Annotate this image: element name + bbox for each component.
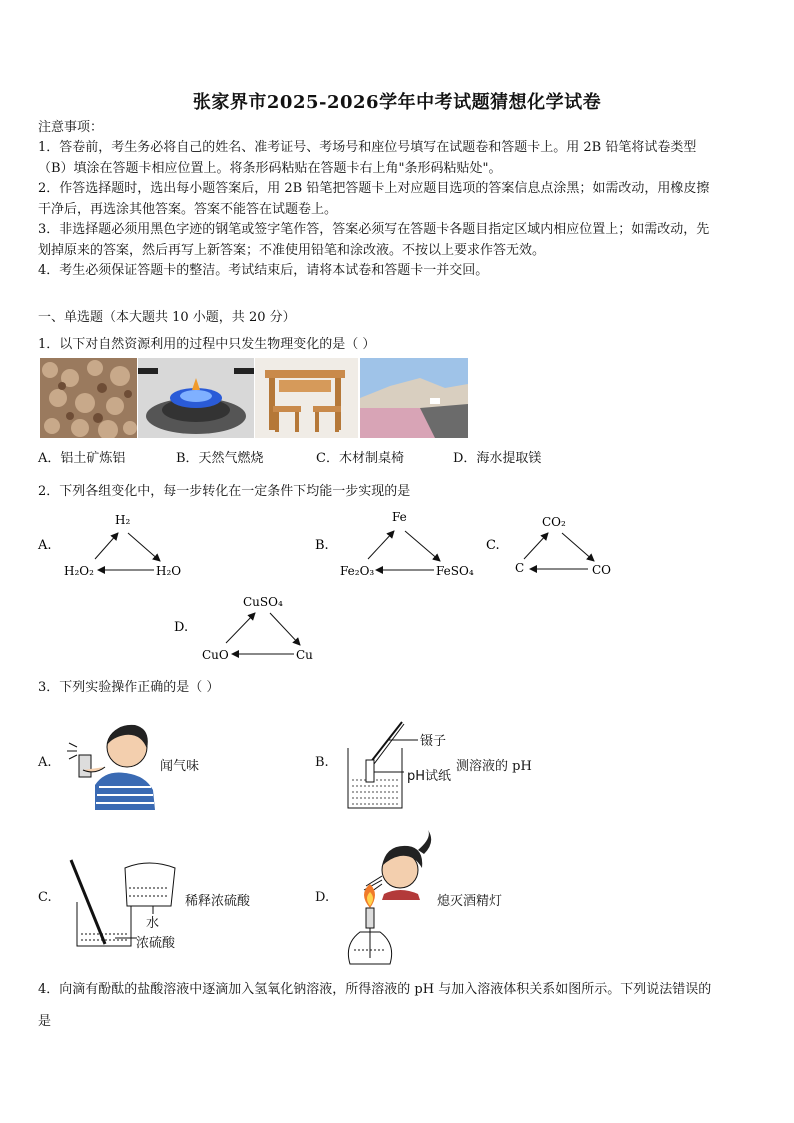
q3-stem: 3．下列实验操作正确的是（ ）	[38, 680, 220, 695]
q3c-caption: 稀释浓硫酸	[185, 894, 251, 909]
page-title: 张家界市2025-2026学年中考试题猜想化学试卷	[192, 92, 602, 113]
q3b-caption: 测溶液的 pH	[456, 759, 532, 774]
q2d-arrow	[270, 613, 300, 645]
q2b-top: Fe	[392, 510, 407, 524]
q2d-top: CuSO₄	[243, 595, 283, 609]
q3-option-b[interactable]: B.	[315, 755, 329, 770]
q2d-label: D.	[174, 620, 189, 635]
notice-line: 3．非选择题必须用黑色字迹的钢笔或签字笔作答，答案必须写在答题卡各题目指定区域内相应位置上；如需改动，先	[38, 222, 710, 237]
q1-option-a[interactable]: A．铝土矿炼铝	[38, 451, 126, 466]
q1-option-d[interactable]: D．海水提取镁	[453, 451, 542, 466]
q2a-left: H₂O₂	[64, 564, 94, 578]
q2a-right: H₂O	[156, 564, 182, 578]
q2b-arrow	[368, 531, 394, 559]
water-label: 水	[146, 916, 160, 931]
q3a-caption: 闻气味	[160, 759, 200, 774]
q3d-caption: 熄灭酒精灯	[437, 894, 503, 909]
q3-option-a[interactable]: A.	[38, 755, 52, 770]
notice-line: 2．作答选择题时，选出每小题答案后，用 2B 铅笔把答题卡上对应题目选项的答案信息点涂黑；如需改动，用橡皮擦	[38, 181, 710, 196]
gas-stove-image	[138, 358, 254, 438]
q2b-right: FeSO₄	[436, 564, 474, 578]
bauxite-image	[40, 358, 137, 438]
q3-option-c[interactable]: C.	[38, 890, 52, 905]
q2-diagrams	[30, 505, 630, 680]
q2d-right: Cu	[296, 648, 313, 662]
ph-paper-label: pH试纸	[407, 769, 452, 784]
q2a-arrow	[95, 533, 118, 559]
section-heading: 一、单选题（本大题共 10 小题，共 20 分）	[38, 310, 296, 325]
q2a-arrow	[128, 533, 160, 561]
q2a-label: A.	[38, 538, 52, 553]
q2a-top: H₂	[115, 513, 131, 527]
blow-out-lamp-figure	[340, 828, 435, 968]
q3-option-d[interactable]: D.	[315, 890, 330, 905]
q2c-arrow	[562, 533, 594, 561]
smell-figure	[65, 715, 160, 810]
q4-stem-line1: 4．向滴有酚酞的盐酸溶液中逐滴加入氢氧化钠溶液，所得溶液的 pH 与加入溶液体积关系如图所示。下列说法错误的	[38, 982, 712, 997]
notice-items	[38, 138, 768, 282]
q2-stem: 2．下列各组变化中，每一步转化在一定条件下均能一步实现的是	[38, 484, 411, 499]
q4-stem-line2: 是	[38, 1014, 52, 1029]
notice-line: 1．答卷前，考生务必将自己的姓名、准考证号、考场号和座位号填写在试题卷和答题卡上。用 2B 铅笔将试卷类型	[38, 140, 697, 155]
q2c-top: CO₂	[542, 515, 566, 529]
q2b-label: B.	[315, 538, 329, 553]
notice-line: 划掉原来的答案，然后再写上新答案；不准使用铅笔和涂改液。不按以上要求作答无效。	[38, 242, 546, 258]
notice-line: 干净后，再选涂其他答案。答案不能答在试题卷上。	[38, 201, 338, 217]
q2d-left: CuO	[202, 648, 229, 662]
notice-heading: 注意事项：	[38, 120, 104, 135]
seawater-image	[360, 358, 468, 438]
q2c-label: C.	[486, 538, 500, 553]
conc-acid-label: 浓硫酸	[136, 936, 176, 951]
q2d-arrow	[226, 613, 255, 643]
q1-option-c[interactable]: C．木材制桌椅	[316, 451, 404, 466]
table-chairs-image	[255, 358, 358, 438]
q2b-left: Fe₂O₃	[340, 564, 375, 578]
tweezers-label: 镊子	[420, 734, 447, 749]
notice-line: （B）填涂在答题卡相应位置上。将条形码粘贴在答题卡右上角"条形码粘贴处"。	[38, 160, 502, 176]
q2c-left: C	[515, 561, 525, 575]
q2c-arrow	[524, 533, 548, 559]
q1-stem: 1．以下对自然资源利用的过程中只发生物理变化的是（ ）	[38, 337, 376, 352]
q2b-arrow	[405, 531, 440, 561]
notice-line: 4．考生必须保证答题卡的整洁。考试结束后，请将本试卷和答题卡一并交回。	[38, 263, 489, 278]
q2c-right: CO	[592, 563, 612, 577]
q1-option-b[interactable]: B．天然气燃烧	[176, 451, 264, 466]
